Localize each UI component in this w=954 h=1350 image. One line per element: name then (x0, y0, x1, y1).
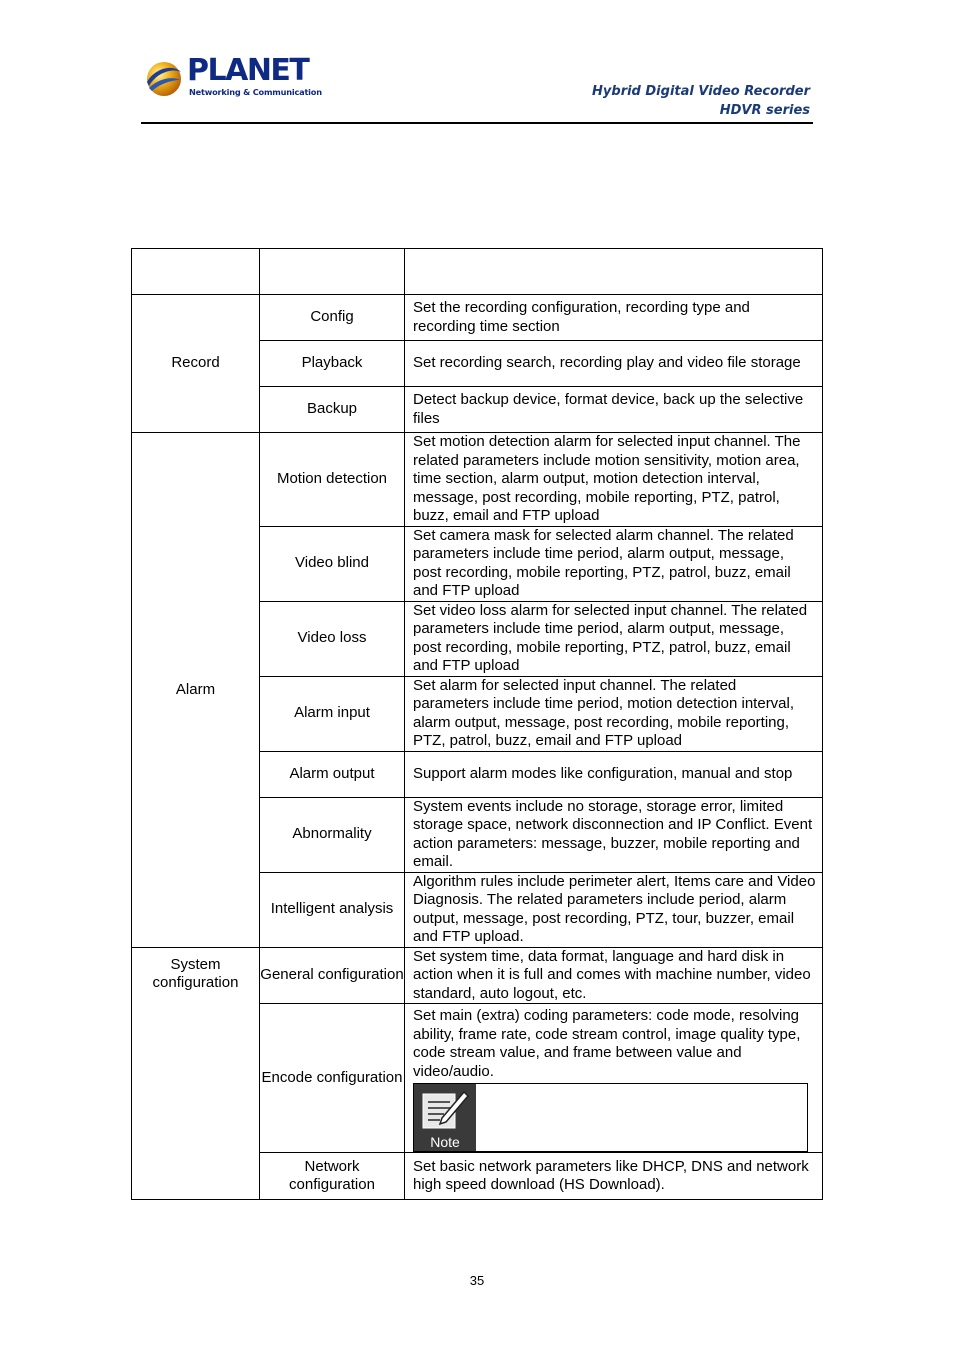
product-title (592, 82, 810, 120)
item-name: Alarm output (260, 751, 405, 797)
brand-name: PLANET (187, 53, 309, 88)
note-icon (414, 1084, 476, 1151)
header-cell (132, 249, 260, 295)
item-name: Network configuration (260, 1153, 405, 1200)
item-desc: Set recording search, recording play and video file storage (405, 341, 823, 387)
note-pad-icon (420, 1088, 470, 1132)
item-desc: System events include no storage, storage error, limited storage space, network disconnection and IP Conflict. Event action parameters: message, buzzer, mobile reporting and email. (405, 797, 823, 872)
item-name: Video loss (260, 601, 405, 676)
brand-tagline: Networking & Communication (189, 87, 322, 97)
item-desc-cell (405, 1004, 823, 1153)
item-name: Motion detection (260, 433, 405, 527)
item-desc: Set video loss alarm for selected input channel. The related parameters include time period, alarm output, message, post recording, mobile reporting, PTZ, patrol, buzz, email and FTP upload (405, 601, 823, 676)
table-row (132, 947, 823, 1004)
note-box (413, 1083, 808, 1152)
item-name: Intelligent analysis (260, 872, 405, 947)
item-name: Video blind (260, 526, 405, 601)
item-name: Alarm input (260, 676, 405, 751)
group-alarm: Alarm (132, 433, 260, 948)
table-row (132, 295, 823, 341)
product-line-2: HDVR series (719, 103, 810, 118)
item-name: General configuration (260, 947, 405, 1004)
note-label: Note (430, 1134, 460, 1150)
table-row (132, 433, 823, 527)
item-name: Playback (260, 341, 405, 387)
item-desc: Set camera mask for selected alarm channel. The related parameters include time period, alarm output, message, post recording, mobile reporting, PTZ, patrol, buzz, email and FTP upload (405, 526, 823, 601)
item-name: Abnormality (260, 797, 405, 872)
item-name: Config (260, 295, 405, 341)
product-line-1: Hybrid Digital Video Recorder (592, 84, 810, 99)
group-record: Record (132, 295, 260, 433)
header-cell (405, 249, 823, 295)
item-name: Encode configuration (260, 1004, 405, 1153)
menu-function-table (131, 248, 823, 1200)
item-desc: Support alarm modes like configuration, manual and stop (405, 751, 823, 797)
item-desc: Set basic network parameters like DHCP, DNS and network high speed download (HS Download). (405, 1153, 823, 1200)
item-name: Backup (260, 387, 405, 433)
header-cell (260, 249, 405, 295)
globe-icon (143, 58, 183, 98)
item-desc: Set system time, data format, language and hard disk in action when it is full and comes with machine number, video standard, auto logout, etc. (405, 947, 823, 1004)
item-desc: Set main (extra) coding parameters: code mode, resolving ability, frame rate, code stream control, image quality type, code stream value, and frame between value and video/audio. (413, 1007, 801, 1080)
item-desc: Set motion detection alarm for selected input channel. The related parameters include motion sensitivity, motion area, time section, alarm output, motion detection interval, message, post recording, mobile reporting, PTZ, patrol, buzz, email and FTP upload (405, 433, 823, 527)
table-header-row (132, 249, 823, 295)
item-desc: Set alarm for selected input channel. The related parameters include time period, motion detection interval, alarm output, message, post recording, mobile reporting, PTZ, patrol, buzz, email and FTP upload (405, 676, 823, 751)
header-divider (141, 122, 813, 124)
page-number: 35 (469, 1273, 485, 1288)
planet-logo (143, 53, 322, 101)
item-desc: Set the recording configuration, recording type and recording time section (405, 295, 823, 341)
item-desc: Algorithm rules include perimeter alert, Items care and Video Diagnosis. The related parameters include period, alarm output, message, post recording, PTZ, tour, buzzer, email and FTP upload. (405, 872, 823, 947)
group-system-configuration: System configuration (132, 947, 260, 1200)
item-desc: Detect backup device, format device, back up the selective files (405, 387, 823, 433)
